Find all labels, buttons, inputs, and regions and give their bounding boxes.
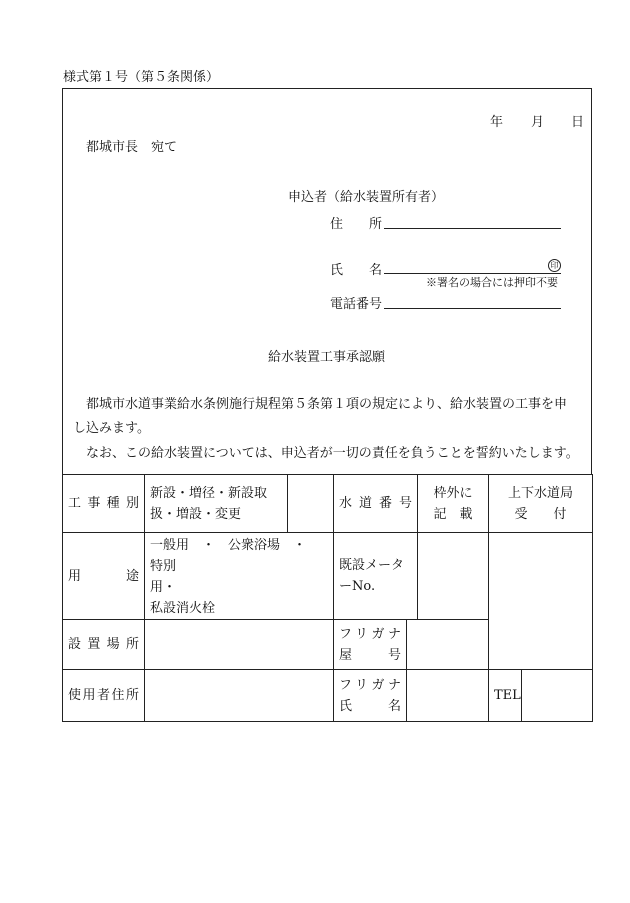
existing-meter-value[interactable]	[418, 533, 489, 620]
usage-label-part-2: 途	[125, 568, 139, 584]
meter-line-1: 既設メータ	[339, 558, 405, 573]
shop-name-label: 屋 号	[339, 647, 401, 663]
work-type-label: 工事種別	[63, 475, 145, 533]
usage-line-2: 用・	[150, 580, 177, 595]
water-number-label: 水道番号	[334, 475, 418, 533]
location-value[interactable]	[145, 620, 334, 670]
usage-line-1: 一般用 ・ 公衆浴場 ・ 特別	[150, 538, 320, 574]
table-row-work-type	[63, 475, 593, 533]
applicant-heading: 申込者（給水装置所有者）	[288, 190, 445, 205]
out-of-frame-cell	[418, 475, 489, 533]
date-year-label: 年	[490, 115, 504, 130]
existing-meter-label	[334, 533, 418, 620]
application-details-table	[62, 474, 593, 722]
user-address-value[interactable]	[145, 670, 334, 722]
table-row-user	[63, 670, 593, 722]
tel-label: TEL	[489, 670, 522, 722]
tel-value[interactable]	[522, 670, 593, 722]
phone-field-line[interactable]	[384, 308, 561, 309]
location-label: 設置場所	[63, 620, 145, 670]
seal-note: ※署名の場合には押印不要	[426, 276, 558, 289]
application-frame	[62, 88, 592, 474]
date-month-label: 月	[531, 115, 545, 130]
bureau-line-2: 受 付	[514, 506, 567, 522]
usage-line-3: 私設消火栓	[150, 601, 216, 616]
body-line-1: 都城市水道事業給水条例施行規程第５条第１項の規定により、給水装置の工事を申	[86, 397, 568, 412]
usage-options-cell[interactable]	[145, 533, 334, 620]
user-name-label: 氏 名	[339, 698, 401, 714]
work-type-options-cell[interactable]	[145, 475, 288, 533]
bureau-reception-header	[489, 475, 593, 533]
bureau-reception-stamp-area[interactable]	[489, 533, 593, 670]
addressee: 都城市長 宛て	[86, 140, 178, 155]
work-type-options-line-2: 扱・増設・変更	[150, 506, 242, 522]
work-type-options-line-1: 新設・増径・新設取	[150, 485, 268, 501]
out-of-frame-line-1: 枠外に	[433, 485, 473, 501]
work-type-value-cell[interactable]	[288, 475, 334, 533]
name-label: 氏 名	[330, 263, 383, 278]
user-name-value[interactable]	[407, 670, 489, 722]
furigana-label-2: フリガナ	[339, 677, 401, 693]
user-name-label-cell	[334, 670, 407, 722]
meter-line-2: ーNo.	[339, 579, 376, 594]
out-of-frame-line-2: 記 載	[433, 506, 473, 522]
usage-label-part-1: 用	[68, 568, 82, 584]
form-number-title: 様式第１号（第５条関係）	[63, 70, 220, 85]
body-line-3: なお、この給水装置については、申込者が一切の責任を負うことを誓約いたします。	[86, 446, 579, 461]
body-line-2: し込みます。	[73, 421, 150, 436]
usage-label-cell	[63, 533, 145, 620]
furigana-label-1: フリガナ	[339, 626, 401, 642]
seal-mark: 印	[548, 259, 561, 272]
table-row-usage	[63, 533, 593, 620]
date-day-label: 日	[571, 115, 585, 130]
shop-name-label-cell	[334, 620, 407, 670]
address-label: 住 所	[330, 217, 383, 232]
document-title: 給水装置工事承認願	[268, 350, 386, 365]
user-address-label: 使用者住所	[63, 670, 145, 722]
address-field-line[interactable]	[384, 228, 561, 229]
phone-label: 電話番号	[330, 297, 383, 312]
bureau-line-1: 上下水道局	[508, 485, 574, 501]
shop-name-value[interactable]	[407, 620, 489, 670]
